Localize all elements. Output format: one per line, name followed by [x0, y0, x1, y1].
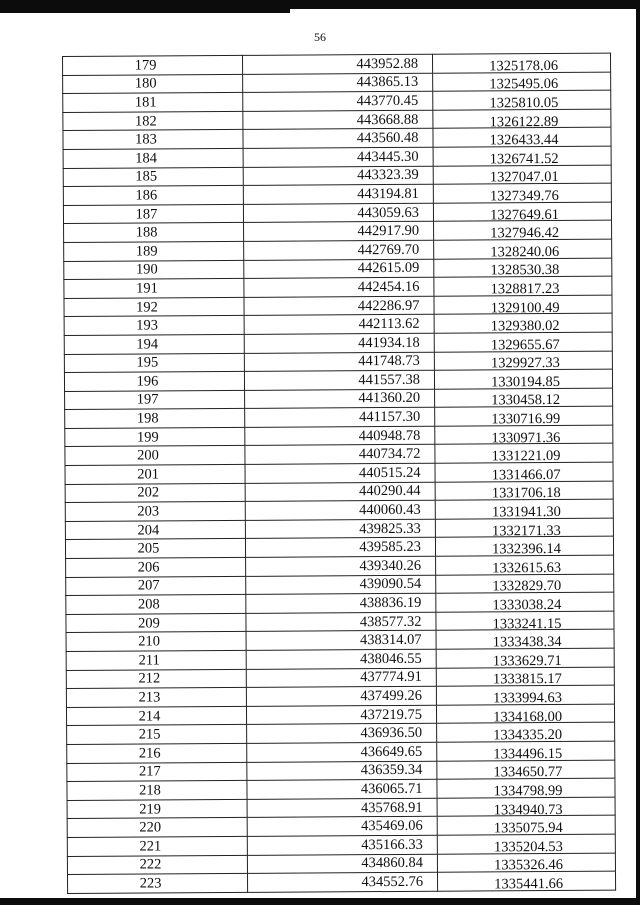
- x-coordinate-cell: 438046.55: [246, 649, 436, 669]
- table-row: [67, 741, 615, 763]
- x-coordinate-cell: 440515.24: [245, 463, 435, 483]
- y-coordinate-cell: 1330194.85: [434, 372, 612, 392]
- table-row: [63, 146, 611, 168]
- table-row: [64, 239, 612, 261]
- y-coordinate-cell: 1331221.09: [435, 447, 613, 467]
- x-coordinate-cell: 442615.09: [244, 259, 434, 279]
- point-number-cell: 202: [65, 483, 245, 503]
- y-coordinate-cell: 1327349.76: [433, 186, 611, 206]
- table-row: [66, 611, 614, 633]
- x-coordinate-cell: 436065.71: [247, 779, 437, 799]
- y-coordinate-cell: 1326741.52: [433, 149, 611, 169]
- table-row: [65, 462, 613, 484]
- point-number-cell: 222: [67, 855, 247, 875]
- point-number-cell: 189: [64, 241, 244, 261]
- y-coordinate-cell: 1333438.34: [436, 633, 614, 653]
- point-number-cell: 220: [67, 818, 247, 838]
- table-row: [66, 574, 614, 596]
- point-number-cell: 203: [65, 502, 245, 522]
- point-number-cell: 185: [63, 167, 243, 187]
- page-number: 56: [314, 30, 326, 44]
- x-coordinate-cell: 442286.97: [244, 296, 434, 316]
- point-number-cell: 212: [66, 669, 246, 689]
- x-coordinate-cell: 443194.81: [243, 184, 433, 204]
- x-coordinate-cell: 443445.30: [243, 147, 433, 167]
- table-row: [63, 183, 611, 205]
- y-coordinate-cell: 1329655.67: [434, 335, 612, 355]
- x-coordinate-cell: 443770.45: [243, 91, 433, 111]
- y-coordinate-cell: 1331706.18: [435, 484, 613, 504]
- table-row: [66, 648, 614, 670]
- y-coordinate-cell: 1335326.46: [437, 856, 615, 876]
- point-number-cell: 206: [66, 557, 246, 577]
- scan-border-top-notch: [0, 9, 290, 13]
- y-coordinate-cell: 1334496.15: [437, 744, 615, 764]
- y-coordinate-cell: 1335204.53: [437, 837, 615, 857]
- x-coordinate-cell: 435768.91: [247, 798, 437, 818]
- y-coordinate-cell: 1335075.94: [437, 818, 615, 838]
- x-coordinate-cell: 435166.33: [247, 835, 437, 855]
- y-coordinate-cell: 1332829.70: [436, 577, 614, 597]
- x-coordinate-cell: 438836.19: [246, 593, 436, 613]
- point-number-cell: 191: [64, 279, 244, 299]
- x-coordinate-cell: 443668.88: [243, 110, 433, 130]
- x-coordinate-cell: 437499.26: [246, 686, 436, 706]
- point-number-cell: 200: [65, 446, 245, 466]
- y-coordinate-cell: 1334335.20: [437, 726, 615, 746]
- point-number-cell: 198: [65, 409, 245, 429]
- table-row: [64, 220, 612, 242]
- y-coordinate-cell: 1333629.71: [436, 651, 614, 671]
- y-coordinate-cell: 1325810.05: [433, 93, 611, 113]
- x-coordinate-cell: 441157.30: [245, 408, 435, 428]
- x-coordinate-cell: 442769.70: [244, 240, 434, 260]
- x-coordinate-cell: 442917.90: [244, 222, 434, 242]
- x-coordinate-cell: 439090.54: [246, 575, 436, 595]
- table-row: [65, 481, 613, 503]
- table-row: [63, 53, 611, 75]
- point-number-cell: 184: [63, 148, 243, 168]
- y-coordinate-cell: 1330716.99: [435, 409, 613, 429]
- table-row: [66, 704, 614, 726]
- x-coordinate-cell: 441748.73: [244, 352, 434, 372]
- point-number-cell: 201: [65, 464, 245, 484]
- y-coordinate-cell: 1325495.06: [433, 75, 611, 95]
- x-coordinate-cell: 437774.91: [246, 668, 436, 688]
- y-coordinate-cell: 1328240.06: [434, 242, 612, 262]
- point-number-cell: 183: [63, 130, 243, 150]
- point-number-cell: 186: [63, 186, 243, 206]
- point-number-cell: 180: [63, 74, 243, 94]
- scan-border-bottom: [0, 898, 640, 905]
- x-coordinate-cell: 443865.13: [243, 73, 433, 93]
- scan-border-top: [0, 0, 640, 9]
- point-number-cell: 216: [67, 743, 247, 763]
- x-coordinate-cell: 442113.62: [244, 315, 434, 335]
- table-row: [67, 778, 615, 800]
- point-number-cell: 211: [66, 650, 246, 670]
- point-number-cell: 215: [67, 725, 247, 745]
- coordinate-table-sheet: [62, 53, 615, 894]
- y-coordinate-cell: 1329100.49: [434, 298, 612, 318]
- table-row: [65, 406, 613, 428]
- table-row: [67, 797, 615, 819]
- x-coordinate-cell: 437219.75: [246, 705, 436, 725]
- point-number-cell: 217: [67, 762, 247, 782]
- point-number-cell: 194: [64, 334, 244, 354]
- y-coordinate-cell: 1327946.42: [434, 223, 612, 243]
- scan-border-right: [636, 0, 640, 905]
- table-row: [63, 109, 611, 131]
- y-coordinate-cell: 1328530.38: [434, 261, 612, 281]
- table-row: [64, 369, 612, 391]
- table-row: [63, 128, 611, 150]
- x-coordinate-cell: 439585.23: [245, 538, 435, 558]
- table-row: [65, 499, 613, 521]
- y-coordinate-cell: 1328817.23: [434, 279, 612, 299]
- x-coordinate-cell: 440290.44: [245, 482, 435, 502]
- y-coordinate-cell: 1334168.00: [436, 707, 614, 727]
- x-coordinate-cell: 436936.50: [247, 724, 437, 744]
- x-coordinate-cell: 440948.78: [245, 426, 435, 446]
- y-coordinate-cell: 1331466.07: [435, 465, 613, 485]
- y-coordinate-cell: 1326122.89: [433, 112, 611, 132]
- x-coordinate-cell: 439825.33: [245, 519, 435, 539]
- x-coordinate-cell: 440060.43: [245, 500, 435, 520]
- y-coordinate-cell: 1333994.63: [436, 688, 614, 708]
- table-row: [67, 834, 615, 856]
- table-row: [68, 871, 616, 893]
- y-coordinate-cell: 1332615.63: [436, 558, 614, 578]
- x-coordinate-cell: 438314.07: [246, 631, 436, 651]
- point-number-cell: 197: [65, 390, 245, 410]
- y-coordinate-cell: 1334940.73: [437, 800, 615, 820]
- x-coordinate-cell: 441934.18: [244, 333, 434, 353]
- y-coordinate-cell: 1325178.06: [433, 56, 611, 76]
- point-number-cell: 192: [64, 297, 244, 317]
- coordinate-table-body: [63, 53, 616, 893]
- table-row: [66, 592, 614, 614]
- y-coordinate-cell: 1334650.77: [437, 763, 615, 783]
- y-coordinate-cell: 1326433.44: [433, 131, 611, 151]
- point-number-cell: 199: [65, 427, 245, 447]
- table-row: [66, 685, 614, 707]
- point-number-cell: 195: [64, 353, 244, 373]
- table-row: [67, 723, 615, 745]
- y-coordinate-cell: 1327649.61: [433, 205, 611, 225]
- table-row: [63, 202, 611, 224]
- y-coordinate-cell: 1330458.12: [435, 391, 613, 411]
- point-number-cell: 210: [66, 632, 246, 652]
- x-coordinate-cell: 440734.72: [245, 445, 435, 465]
- x-coordinate-cell: 434860.84: [247, 854, 437, 874]
- table-row: [64, 258, 612, 280]
- y-coordinate-cell: 1333815.17: [436, 670, 614, 690]
- table-row: [66, 555, 614, 577]
- x-coordinate-cell: 442454.16: [244, 277, 434, 297]
- x-coordinate-cell: 443952.88: [242, 54, 432, 74]
- x-coordinate-cell: 435469.06: [247, 817, 437, 837]
- y-coordinate-cell: 1331941.30: [435, 502, 613, 522]
- table-row: [63, 90, 611, 112]
- point-number-cell: 188: [64, 223, 244, 243]
- point-number-cell: 193: [64, 316, 244, 336]
- y-coordinate-cell: 1335441.66: [438, 874, 616, 894]
- table-row: [64, 276, 612, 298]
- point-number-cell: 219: [67, 799, 247, 819]
- point-number-cell: 179: [63, 55, 243, 75]
- table-row: [63, 72, 611, 94]
- table-row: [66, 630, 614, 652]
- y-coordinate-cell: 1333038.24: [436, 595, 614, 615]
- point-number-cell: 182: [63, 111, 243, 131]
- x-coordinate-cell: 441360.20: [245, 389, 435, 409]
- table-row: [65, 518, 613, 540]
- x-coordinate-cell: 438577.32: [246, 612, 436, 632]
- point-number-cell: 214: [66, 706, 246, 726]
- y-coordinate-cell: 1332396.14: [435, 540, 613, 560]
- x-coordinate-cell: 439340.26: [246, 556, 436, 576]
- table-row: [65, 444, 613, 466]
- table-row: [64, 351, 612, 373]
- point-number-cell: 181: [63, 93, 243, 113]
- table-row: [63, 165, 611, 187]
- point-number-cell: 196: [64, 371, 244, 391]
- x-coordinate-cell: 443059.63: [243, 203, 433, 223]
- table-row: [65, 425, 613, 447]
- y-coordinate-cell: 1332171.33: [435, 521, 613, 541]
- y-coordinate-cell: 1334798.99: [437, 781, 615, 801]
- y-coordinate-cell: 1329927.33: [434, 354, 612, 374]
- table-row: [64, 313, 612, 335]
- x-coordinate-cell: 436359.34: [247, 761, 437, 781]
- table-row: [64, 295, 612, 317]
- point-number-cell: 208: [66, 595, 246, 615]
- table-row: [65, 537, 613, 559]
- point-number-cell: 209: [66, 613, 246, 633]
- table-row: [67, 815, 615, 837]
- point-number-cell: 221: [67, 836, 247, 856]
- table-row: [65, 388, 613, 410]
- point-number-cell: 218: [67, 781, 247, 801]
- y-coordinate-cell: 1329380.02: [434, 316, 612, 336]
- x-coordinate-cell: 434552.76: [247, 872, 437, 892]
- point-number-cell: 204: [65, 520, 245, 540]
- table-row: [64, 332, 612, 354]
- table-row: [67, 853, 615, 875]
- x-coordinate-cell: 443560.48: [243, 129, 433, 149]
- x-coordinate-cell: 443323.39: [243, 166, 433, 186]
- point-number-cell: 223: [68, 874, 248, 894]
- y-coordinate-cell: 1327047.01: [433, 168, 611, 188]
- x-coordinate-cell: 436649.65: [247, 742, 437, 762]
- point-number-cell: 205: [65, 539, 245, 559]
- x-coordinate-cell: 441557.38: [244, 370, 434, 390]
- point-number-cell: 213: [66, 688, 246, 708]
- coordinate-table: [62, 53, 616, 894]
- y-coordinate-cell: 1330971.36: [435, 428, 613, 448]
- table-row: [66, 667, 614, 689]
- y-coordinate-cell: 1333241.15: [436, 614, 614, 634]
- point-number-cell: 187: [63, 204, 243, 224]
- point-number-cell: 207: [66, 576, 246, 596]
- table-row: [67, 760, 615, 782]
- point-number-cell: 190: [64, 260, 244, 280]
